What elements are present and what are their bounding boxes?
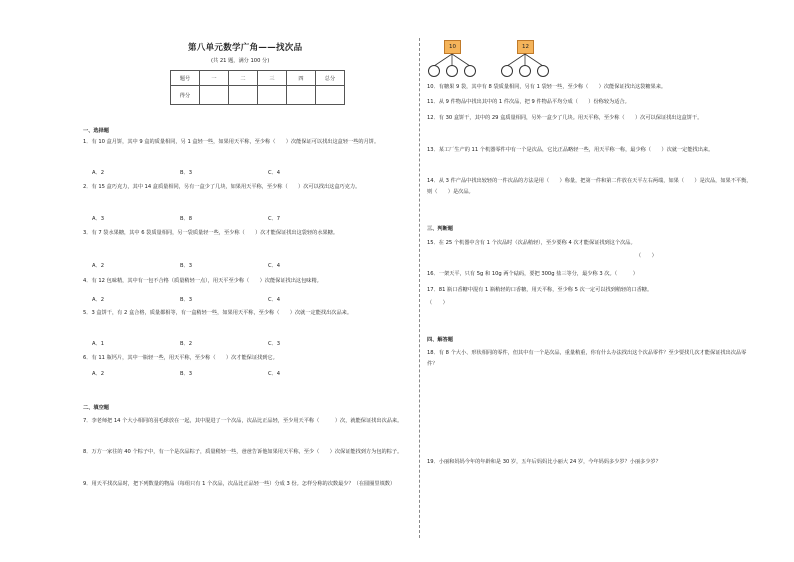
option-b: B．3 bbox=[180, 263, 193, 269]
question-7: 7．李老师把 14 个大小相同的羽毛球放在一起，其中混进了一个次品，次品比正品轻，至少用天平称（ ）次，就能保证找出次品来。 bbox=[83, 418, 403, 424]
option-c: C．3 bbox=[268, 341, 281, 347]
option-b: B．3 bbox=[180, 297, 193, 303]
question-4: 4．有 12 包味精，其中有一包不合格（质量稍轻一点），用天平至少称（ ）次能保证找出这包味精。 bbox=[83, 278, 322, 284]
question-3: 3．有 7 袋水果糖，其中 6 袋质量相同，另一袋质量轻一些，至少称（ ）次才能保证找出这袋轻的水果糖。 bbox=[83, 230, 339, 236]
question-18: 18．有 8 个大小、形状相同的零件，但其中有一个是次品，重量稍重，你有什么办法找出这个次品零件？至少要找几次才能保证找出次品零件？ bbox=[427, 350, 747, 367]
grouping-tree bbox=[427, 40, 477, 80]
option-c: C．4 bbox=[268, 170, 281, 176]
page-title: 第八单元数学广角——找次品 bbox=[188, 43, 303, 53]
option-c: C．7 bbox=[268, 216, 281, 222]
judge-answer-bracket[interactable]: （ ） bbox=[636, 253, 657, 259]
question-9: 9．用天平找次品时，把下列数量的物品（每组只有 1 个次品，次品比正品轻一些）分成 3 份。怎样分称的次数最少？（在圆圈里填数） bbox=[83, 481, 396, 487]
option-b: B．3 bbox=[180, 170, 193, 176]
option-a: A．2 bbox=[92, 371, 105, 377]
option-a: A．2 bbox=[92, 263, 105, 269]
question-11: 11．从 9 件物品中找出其中的 1 件次品，把 9 件物品平均分成（ ）份称较为适合。 bbox=[427, 99, 630, 105]
score-input-cell[interactable] bbox=[287, 86, 316, 105]
question-2: 2．有 15 盒巧克力，其中 14 盒质量相同，另有一盒少了几块，如果用天平称，至少称（ ）次可以找出这盒巧克力。 bbox=[83, 184, 361, 190]
question-12: 12．有 30 盒饼干，其中的 29 盒质量相同，另外一盒少了几块。用天平称，至少称（ ）次可以保证找出这盒饼干。 bbox=[427, 115, 703, 121]
option-c: C．4 bbox=[268, 263, 281, 269]
option-b: B．8 bbox=[180, 216, 193, 222]
section-heading-choice: 一、选择题 bbox=[83, 128, 109, 134]
question-17: 17．81 瓶口香糖中混有 1 瓶稍轻的口香糖，用天平称，至少称 5 次一定可以找到稍轻的口香糖。 bbox=[427, 287, 653, 293]
score-header-cell: 四 bbox=[287, 71, 316, 86]
question-10: 10．有糖果 9 袋，其中有 8 袋质量相同，另有 1 袋轻一些，至少称（ ）次能保证找出这袋糖果来。 bbox=[427, 84, 667, 90]
question-8: 8．万方一家往的 40 个粽子中，有一个是次品粽子，质量稍轻一些，爸爸告诉他如果用天平称，至少（ ）次保证能找到方为包的粽子。 bbox=[83, 449, 403, 455]
score-table bbox=[170, 70, 345, 105]
question-1: 1．有 10 盒月饼，其中 9 盒的质量相同，另 1 盒轻一些，如果用天平称，至少称（ ）次能保证可以找出这盒轻一些的月饼。 bbox=[83, 139, 380, 145]
score-table-header-row bbox=[171, 71, 345, 86]
score-input-cell[interactable] bbox=[258, 86, 287, 105]
option-a: A．1 bbox=[92, 341, 105, 347]
question-5: 5．3 盒饼干，有 2 盒合格，质量都相等，有一盒稍轻一些，如果用天平称，至少称（ ）次就一定能找出次品来。 bbox=[83, 310, 353, 316]
option-c: C．4 bbox=[268, 371, 281, 377]
option-c: C．4 bbox=[268, 297, 281, 303]
section-heading-judge: 三、判断题 bbox=[427, 226, 453, 232]
score-input-cell[interactable] bbox=[229, 86, 258, 105]
page-subtitle: (共 21 题，满分 100 分) bbox=[211, 58, 270, 64]
score-input-cell[interactable] bbox=[316, 86, 345, 105]
question-6: 6．有 11 瓶钙片，其中一瓶轻一些，用天平称，至少称（ ）次才能保证找到它。 bbox=[83, 355, 278, 361]
question-13: 13．某工厂生产的 11 个机器零件中有一个是次品，它比正品略轻一些，用天平称一称，最少称（ ）次就一定能找出来。 bbox=[427, 147, 714, 153]
option-b: B．2 bbox=[180, 341, 193, 347]
score-header-cell: 二 bbox=[229, 71, 258, 86]
score-header-cell: 三 bbox=[258, 71, 287, 86]
score-header-cell: 题号 bbox=[171, 71, 200, 86]
score-row-label: 得分 bbox=[171, 86, 200, 105]
tree-answer-circle[interactable] bbox=[519, 65, 531, 77]
option-a: A．2 bbox=[92, 297, 105, 303]
column-divider bbox=[419, 38, 420, 538]
question-16: 16．一架天平，只有 5g 和 10g 两个砝码，要把 300g 盐三等分，最少称 3 次。（ ） bbox=[427, 271, 638, 277]
tree-answer-circle[interactable] bbox=[446, 65, 458, 77]
score-input-cell[interactable] bbox=[200, 86, 229, 105]
question-19: 19．小丽和妈妈今年的年龄和是 30 岁，五年后妈妈比小丽大 24 岁，今年妈妈多少岁？小丽多少岁？ bbox=[427, 459, 661, 465]
score-table-score-row bbox=[171, 86, 345, 105]
judge-answer-bracket[interactable]: （ ） bbox=[427, 300, 448, 306]
option-a: A．3 bbox=[92, 216, 105, 222]
question-15: 15．在 25 个机器中含有 1 个次品时（次品稍轻），至少要称 4 次才能保证找到这个次品。 bbox=[427, 240, 636, 246]
option-a: A．2 bbox=[92, 170, 105, 176]
score-header-cell: 总分 bbox=[316, 71, 345, 86]
question-14: 14．从 3 件产品中找出较轻的一件次品的方法是用（ ）称量，把第一件和第二件放在天平左右两端，如果（ ）是次品，如果不平衡，则（ ）是次品。 bbox=[427, 178, 752, 195]
option-b: B．3 bbox=[180, 371, 193, 377]
tree-answer-circle[interactable] bbox=[537, 65, 549, 77]
tree-answer-circle[interactable] bbox=[428, 65, 440, 77]
section-heading-answer: 四、解答题 bbox=[427, 337, 453, 343]
grouping-tree bbox=[500, 40, 550, 80]
tree-answer-circle[interactable] bbox=[501, 65, 513, 77]
tree-answer-circle[interactable] bbox=[464, 65, 476, 77]
section-heading-fill: 二、填空题 bbox=[83, 405, 109, 411]
tree-root-box: 10 bbox=[444, 40, 461, 54]
score-header-cell: 一 bbox=[200, 71, 229, 86]
tree-root-box: 12 bbox=[517, 40, 534, 54]
